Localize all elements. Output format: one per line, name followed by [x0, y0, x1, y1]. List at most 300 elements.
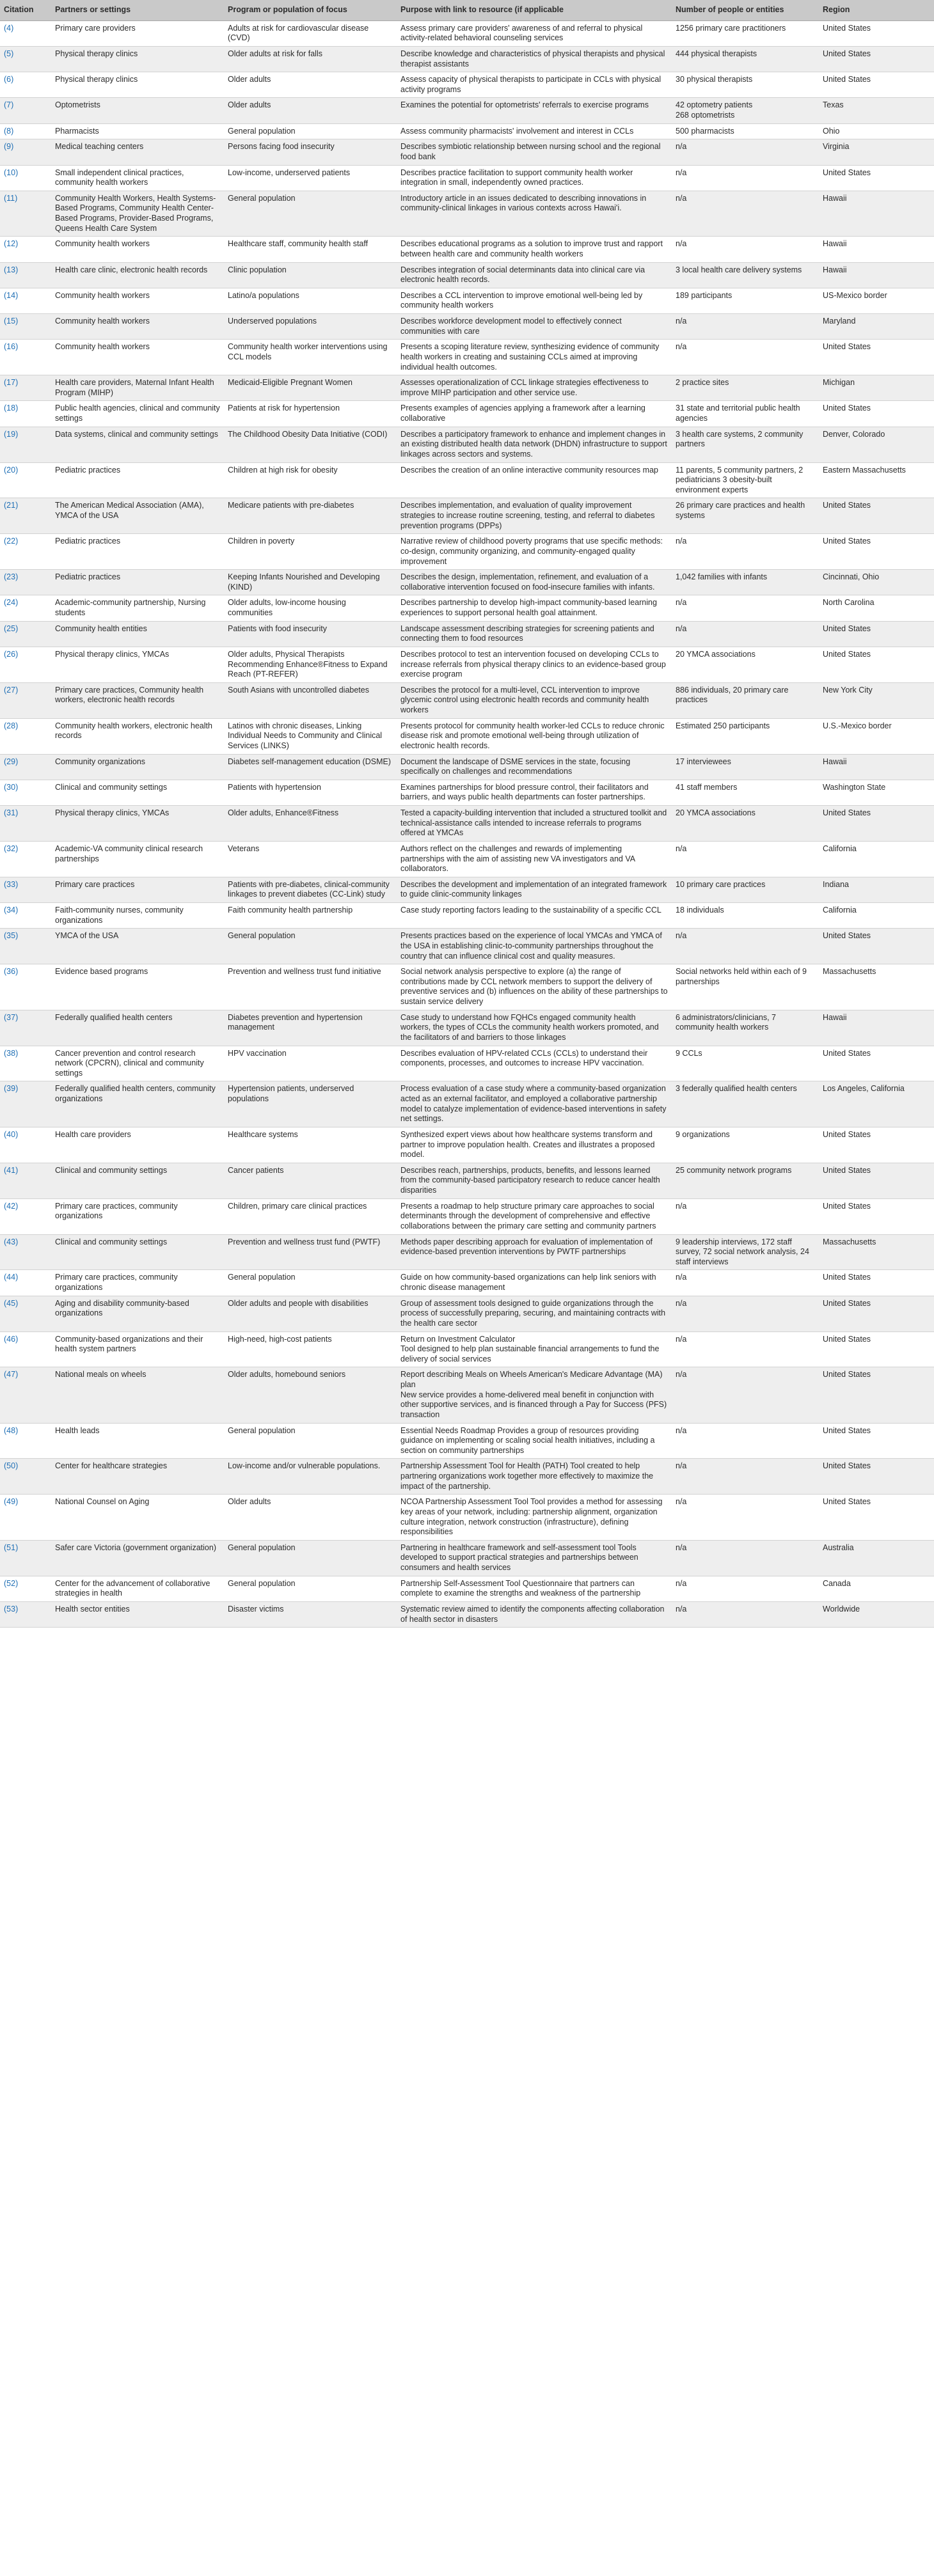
purpose-cell: Describes a participatory framework to enhance and implement changes in an existing distributed health data network (DHDN) infrastructure to support linkages across sectors and systems. — [397, 427, 672, 462]
number-cell: n/a — [672, 841, 819, 877]
number-cell: 17 interviewees — [672, 754, 819, 780]
citation-link[interactable]: (9) — [4, 142, 14, 152]
citation-cell[interactable] — [0, 123, 51, 139]
citation-link[interactable]: (13) — [4, 265, 19, 274]
citation-cell[interactable] — [0, 1010, 51, 1046]
table-row — [0, 1296, 934, 1331]
number-cell: 189 participants — [672, 288, 819, 313]
program-cell: Low-income and/or vulnerable populations. — [224, 1459, 397, 1495]
table-row — [0, 427, 934, 462]
partners-cell: Primary care practices, community organizations — [51, 1270, 224, 1296]
citation-link[interactable]: (26) — [4, 649, 19, 659]
number-cell: 3 federally qualified health centers — [672, 1081, 819, 1127]
citation-link[interactable]: (41) — [4, 1165, 19, 1175]
region-cell: United States — [819, 1495, 934, 1541]
citation-link[interactable]: (34) — [4, 906, 19, 915]
purpose-cell: Presents practices based on the experience of local YMCAs and YMCA of the USA in establishing clinic-to-community partnerships throughout the country that can influence clinical cost and quality measures. — [397, 929, 672, 964]
citation-link[interactable]: (24) — [4, 598, 19, 608]
citation-cell[interactable] — [0, 237, 51, 262]
citation-link[interactable]: (19) — [4, 429, 19, 439]
number-cell: n/a — [672, 1459, 819, 1495]
region-cell: North Carolina — [819, 595, 934, 621]
purpose-cell: Partnership Self-Assessment Tool Questionnaire that partners can complete to examine the strengths and weakness of the partnership — [397, 1576, 672, 1601]
header-number: Number of people or entities — [672, 0, 819, 20]
region-cell: Massachusetts — [819, 1234, 934, 1270]
number-cell: n/a — [672, 1331, 819, 1367]
region-cell: United States — [819, 340, 934, 375]
program-cell: Patients with hypertension — [224, 780, 397, 805]
citation-cell[interactable] — [0, 1367, 51, 1423]
region-cell: U.S.-Mexico border — [819, 718, 934, 754]
region-cell: Ohio — [819, 123, 934, 139]
region-cell: United States — [819, 621, 934, 647]
number-cell: 11 parents, 5 community partners, 2 pediatricians 3 obesity-built environment experts — [672, 462, 819, 498]
program-cell: General population — [224, 1270, 397, 1296]
citation-link[interactable]: (11) — [4, 193, 18, 203]
citation-cell[interactable] — [0, 754, 51, 780]
partners-cell: Health care providers — [51, 1127, 224, 1163]
citation-link[interactable]: (40) — [4, 1129, 19, 1139]
citation-link[interactable]: (53) — [4, 1604, 19, 1614]
program-cell: Older adults and people with disabilities — [224, 1296, 397, 1331]
purpose-cell: Describes implementation, and evaluation of quality improvement strategies to increase routine screening, testing, and referral to diabetes prevention programs (DPPs) — [397, 498, 672, 534]
header-program: Program or population of focus — [224, 0, 397, 20]
table-row — [0, 718, 934, 754]
citation-link[interactable]: (30) — [4, 782, 19, 792]
table-row — [0, 1540, 934, 1576]
citation-link[interactable]: (16) — [4, 342, 19, 352]
table-row — [0, 340, 934, 375]
citation-cell[interactable] — [0, 903, 51, 929]
purpose-cell: Describes symbiotic relationship between nursing school and the regional food bank — [397, 139, 672, 165]
citation-link[interactable]: (20) — [4, 465, 19, 475]
purpose-cell: Document the landscape of DSME services in the state, focusing specifically on challenges and recommendations — [397, 754, 672, 780]
citation-link[interactable]: (10) — [4, 168, 19, 177]
partners-cell: Evidence based programs — [51, 964, 224, 1010]
citation-link[interactable]: (38) — [4, 1048, 19, 1058]
region-cell: United States — [819, 1296, 934, 1331]
number-cell: n/a — [672, 191, 819, 237]
citation-cell[interactable] — [0, 20, 51, 46]
number-cell: 31 state and territorial public health agencies — [672, 401, 819, 427]
header-partners: Partners or settings — [51, 0, 224, 20]
citation-cell[interactable] — [0, 375, 51, 401]
table-row — [0, 1046, 934, 1081]
number-cell: 6 administrators/clinicians, 7 community health workers — [672, 1010, 819, 1046]
region-cell: Indiana — [819, 877, 934, 902]
region-cell: United States — [819, 1127, 934, 1163]
citation-cell[interactable] — [0, 401, 51, 427]
program-cell: Latinos with chronic diseases, Linking Individual Needs to Community and Clinical Services (LINKS) — [224, 718, 397, 754]
purpose-cell: Narrative review of childhood poverty programs that use specific methods: co-design, community organizing, and community-engaged quality improvement — [397, 534, 672, 570]
citation-link[interactable]: (37) — [4, 1012, 19, 1022]
citation-link[interactable]: (28) — [4, 721, 19, 730]
number-cell: Estimated 250 participants — [672, 718, 819, 754]
partners-cell: Data systems, clinical and community settings — [51, 427, 224, 462]
purpose-cell: Case study to understand how FQHCs engaged community health workers, the types of CCLs the community health workers promoted, and the facilitators of and barriers to those linkages — [397, 1010, 672, 1046]
citation-cell[interactable] — [0, 1459, 51, 1495]
region-cell: United States — [819, 46, 934, 72]
program-cell: Veterans — [224, 841, 397, 877]
citation-link[interactable]: (46) — [4, 1334, 19, 1344]
number-cell: n/a — [672, 1296, 819, 1331]
partners-cell: Pediatric practices — [51, 534, 224, 570]
partners-cell: Primary care practices, Community health workers, electronic health records — [51, 682, 224, 718]
citation-cell[interactable] — [0, 570, 51, 595]
partners-cell: Center for healthcare strategies — [51, 1459, 224, 1495]
citation-cell[interactable] — [0, 780, 51, 805]
purpose-cell: Methods paper describing approach for evaluation of implementation of evidence-based prevention interventions by PWTF partnerships — [397, 1234, 672, 1270]
table-row — [0, 929, 934, 964]
purpose-cell: Describes the protocol for a multi-level, CCL intervention to improve glycemic control using electronic health records and community health workers — [397, 682, 672, 718]
partners-cell: YMCA of the USA — [51, 929, 224, 964]
citation-cell[interactable] — [0, 1540, 51, 1576]
citation-link[interactable]: (31) — [4, 808, 19, 817]
partners-cell: Pharmacists — [51, 123, 224, 139]
purpose-cell: Describes workforce development model to effectively connect communities with care — [397, 314, 672, 340]
purpose-cell: Introductory article in an issues dedicated to describing innovations in community-clinical linkages in various contexts across Hawai'i. — [397, 191, 672, 237]
citation-cell[interactable] — [0, 1270, 51, 1296]
citation-link[interactable]: (32) — [4, 844, 19, 853]
header-citation: Citation — [0, 0, 51, 20]
citation-link[interactable]: (25) — [4, 624, 19, 633]
number-cell: n/a — [672, 139, 819, 165]
number-cell: n/a — [672, 165, 819, 191]
purpose-cell: Process evaluation of a case study where a community-based organization acted as an external facilitator, and employed a collaborative partnership model to catalyze implementation of evidence-based interventions in safety net settings. — [397, 1081, 672, 1127]
partners-cell: Primary care practices, community organizations — [51, 1198, 224, 1234]
partners-cell: Physical therapy clinics, YMCAs — [51, 647, 224, 682]
program-cell: General population — [224, 1576, 397, 1601]
citation-cell[interactable] — [0, 718, 51, 754]
number-cell: n/a — [672, 340, 819, 375]
partners-cell: Community health workers — [51, 237, 224, 262]
program-cell: General population — [224, 929, 397, 964]
citation-cell[interactable] — [0, 647, 51, 682]
citation-cell[interactable] — [0, 595, 51, 621]
citation-cell[interactable] — [0, 964, 51, 1010]
table-row — [0, 375, 934, 401]
table-row — [0, 841, 934, 877]
citation-cell[interactable] — [0, 165, 51, 191]
partners-cell: Community health workers — [51, 340, 224, 375]
citation-link[interactable]: (48) — [4, 1425, 19, 1435]
citation-link[interactable]: (17) — [4, 378, 19, 388]
citation-link[interactable]: (12) — [4, 239, 19, 249]
citation-cell[interactable] — [0, 1331, 51, 1367]
table-row — [0, 534, 934, 570]
partners-cell: Federally qualified health centers — [51, 1010, 224, 1046]
partners-cell: Faith-community nurses, community organizations — [51, 903, 224, 929]
number-cell: 20 YMCA associations — [672, 647, 819, 682]
number-cell: 18 individuals — [672, 903, 819, 929]
number-cell: n/a — [672, 621, 819, 647]
table-row — [0, 498, 934, 534]
citation-link[interactable]: (52) — [4, 1578, 19, 1588]
citation-cell[interactable] — [0, 262, 51, 288]
number-cell: n/a — [672, 1198, 819, 1234]
purpose-cell: Return on Investment Calculator Tool designed to help plan sustainable financial arrangements to fund the delivery of social services — [397, 1331, 672, 1367]
table-row — [0, 20, 934, 46]
program-cell: Diabetes self-management education (DSME) — [224, 754, 397, 780]
partners-cell: Primary care providers — [51, 20, 224, 46]
citation-cell[interactable] — [0, 1423, 51, 1459]
citation-link[interactable]: (23) — [4, 572, 19, 582]
program-cell: High-need, high-cost patients — [224, 1331, 397, 1367]
citation-link[interactable]: (47) — [4, 1370, 19, 1379]
partners-cell: Academic-VA community clinical research partnerships — [51, 841, 224, 877]
purpose-cell: Presents examples of agencies applying a framework after a learning collaborative — [397, 401, 672, 427]
program-cell: General population — [224, 123, 397, 139]
region-cell: United States — [819, 72, 934, 98]
citation-link[interactable]: (18) — [4, 404, 19, 413]
region-cell: Virginia — [819, 139, 934, 165]
partners-cell: Academic-community partnership, Nursing students — [51, 595, 224, 621]
program-cell: Older adults — [224, 1495, 397, 1541]
header-purpose: Purpose with link to resource (if applicable — [397, 0, 672, 20]
region-cell: US-Mexico border — [819, 288, 934, 313]
region-cell: Los Angeles, California — [819, 1081, 934, 1127]
citation-cell[interactable] — [0, 1198, 51, 1234]
citation-link[interactable]: (4) — [4, 23, 14, 33]
partners-cell: Health leads — [51, 1423, 224, 1459]
program-cell: Cancer patients — [224, 1163, 397, 1198]
purpose-cell: Case study reporting factors leading to the sustainability of a specific CCL — [397, 903, 672, 929]
citation-cell[interactable] — [0, 427, 51, 462]
region-cell: Hawaii — [819, 754, 934, 780]
number-cell: 30 physical therapists — [672, 72, 819, 98]
region-cell: Maryland — [819, 314, 934, 340]
citation-link[interactable]: (15) — [4, 317, 19, 326]
program-cell: Community health worker interventions using CCL models — [224, 340, 397, 375]
citation-cell[interactable] — [0, 806, 51, 842]
program-cell: Adults at risk for cardiovascular disease (CVD) — [224, 20, 397, 46]
number-cell: 1,042 families with infants — [672, 570, 819, 595]
number-cell: n/a — [672, 929, 819, 964]
partners-cell: Safer care Victoria (government organization) — [51, 1540, 224, 1576]
program-cell: General population — [224, 191, 397, 237]
citation-link[interactable]: (44) — [4, 1273, 19, 1282]
purpose-cell: Describes integration of social determinants data into clinical care via electronic health records. — [397, 262, 672, 288]
number-cell: 41 staff members — [672, 780, 819, 805]
region-cell: United States — [819, 1367, 934, 1423]
purpose-cell: Authors reflect on the challenges and rewards of implementing partnerships with the aim of assisting new VA investigators and VA collaborators. — [397, 841, 672, 877]
citation-cell[interactable] — [0, 1296, 51, 1331]
table-row — [0, 262, 934, 288]
number-cell: n/a — [672, 1576, 819, 1601]
purpose-cell: Synthesized expert views about how healthcare systems transform and partner to improve population health. Creates and illustrates a proposed model. — [397, 1127, 672, 1163]
table-row — [0, 191, 934, 237]
purpose-cell: Systematic review aimed to identify the components affecting collaboration of health sector in disasters — [397, 1601, 672, 1627]
purpose-cell: Assess capacity of physical therapists to participate in CCLs with physical activity programs — [397, 72, 672, 98]
partners-cell: Physical therapy clinics — [51, 46, 224, 72]
program-cell: Older adults, low-income housing communities — [224, 595, 397, 621]
table-row — [0, 647, 934, 682]
citation-cell[interactable] — [0, 1046, 51, 1081]
program-cell: Patients at risk for hypertension — [224, 401, 397, 427]
citation-cell[interactable] — [0, 1163, 51, 1198]
citation-link[interactable]: (50) — [4, 1461, 19, 1471]
table-row — [0, 314, 934, 340]
purpose-cell: Describes the design, implementation, refinement, and evaluation of a collaborative intervention focused on food-insecure families with infants. — [397, 570, 672, 595]
region-cell: United States — [819, 929, 934, 964]
number-cell: n/a — [672, 1270, 819, 1296]
citation-link[interactable]: (6) — [4, 75, 14, 84]
citation-cell[interactable] — [0, 314, 51, 340]
citation-link[interactable]: (5) — [4, 49, 14, 58]
region-cell: New York City — [819, 682, 934, 718]
citation-cell[interactable] — [0, 1601, 51, 1627]
partners-cell: Community health workers — [51, 288, 224, 313]
citation-cell[interactable] — [0, 462, 51, 498]
number-cell: 500 pharmacists — [672, 123, 819, 139]
citation-cell[interactable] — [0, 877, 51, 902]
region-cell: United States — [819, 20, 934, 46]
table-row — [0, 1423, 934, 1459]
citation-link[interactable]: (42) — [4, 1201, 19, 1211]
purpose-cell: Describes partnership to develop high-impact community-based learning experiences to support personal health goal attainment. — [397, 595, 672, 621]
citation-cell[interactable] — [0, 1081, 51, 1127]
partners-cell: Aging and disability community-based organizations — [51, 1296, 224, 1331]
citation-link[interactable]: (49) — [4, 1497, 19, 1507]
table-row — [0, 1198, 934, 1234]
citation-link[interactable]: (8) — [4, 126, 14, 136]
purpose-cell: Examines partnerships for blood pressure control, their facilitators and barriers, and ways public health departments can foster partnerships. — [397, 780, 672, 805]
number-cell: n/a — [672, 314, 819, 340]
citation-link[interactable]: (39) — [4, 1084, 19, 1094]
citation-cell[interactable] — [0, 621, 51, 647]
purpose-cell: Social network analysis perspective to explore (a) the range of contributions made by CCL network members to support the delivery of preventive services and (b) influences on the ability of these partnerships to sustain service delivery — [397, 964, 672, 1010]
program-cell: South Asians with uncontrolled diabetes — [224, 682, 397, 718]
citation-cell[interactable] — [0, 191, 51, 237]
citation-link[interactable]: (36) — [4, 967, 19, 977]
citation-cell[interactable] — [0, 1234, 51, 1270]
citation-link[interactable]: (27) — [4, 685, 19, 695]
citation-cell[interactable] — [0, 288, 51, 313]
program-cell: Children at high risk for obesity — [224, 462, 397, 498]
citation-link[interactable]: (21) — [4, 501, 19, 510]
purpose-cell: Tested a capacity-building intervention that included a structured toolkit and technical-assistance calls intended to increase referrals to programs offered at YMCAs — [397, 806, 672, 842]
citation-cell[interactable] — [0, 72, 51, 98]
partners-cell: Optometrists — [51, 98, 224, 123]
table-row — [0, 1127, 934, 1163]
citation-cell[interactable] — [0, 841, 51, 877]
table-row — [0, 1367, 934, 1423]
number-cell: 886 individuals, 20 primary care practices — [672, 682, 819, 718]
number-cell: 3 health care systems, 2 community partners — [672, 427, 819, 462]
partners-cell: Clinical and community settings — [51, 1163, 224, 1198]
citation-link[interactable]: (51) — [4, 1543, 19, 1552]
citation-cell[interactable] — [0, 534, 51, 570]
region-cell: Canada — [819, 1576, 934, 1601]
table-row — [0, 1576, 934, 1601]
citation-cell[interactable] — [0, 46, 51, 72]
partners-cell: Community organizations — [51, 754, 224, 780]
partners-cell: Physical therapy clinics, YMCAs — [51, 806, 224, 842]
table-row — [0, 1495, 934, 1541]
number-cell: 3 local health care delivery systems — [672, 262, 819, 288]
number-cell: n/a — [672, 237, 819, 262]
table-row — [0, 1234, 934, 1270]
program-cell: Older adults, homebound seniors — [224, 1367, 397, 1423]
citation-link[interactable]: (35) — [4, 931, 19, 941]
partners-cell: Public health agencies, clinical and community settings — [51, 401, 224, 427]
region-cell: Worldwide — [819, 1601, 934, 1627]
partners-cell: Health care clinic, electronic health records — [51, 262, 224, 288]
citation-cell[interactable] — [0, 139, 51, 165]
region-cell: United States — [819, 1270, 934, 1296]
purpose-cell: Assesses operationalization of CCL linkage strategies effectiveness to improve MIHP participation and other service use. — [397, 375, 672, 401]
table-header-row — [0, 0, 934, 20]
program-cell: Older adults, Enhance®Fitness — [224, 806, 397, 842]
citation-link[interactable]: (14) — [4, 290, 19, 300]
number-cell: 42 optometry patients 268 optometrists — [672, 98, 819, 123]
number-cell: 10 primary care practices — [672, 877, 819, 902]
number-cell: n/a — [672, 1540, 819, 1576]
program-cell: Patients with pre-diabetes, clinical-community linkages to prevent diabetes (CC-Link) study — [224, 877, 397, 902]
citation-cell[interactable] — [0, 929, 51, 964]
region-cell: Denver, Colorado — [819, 427, 934, 462]
purpose-cell: Describes the creation of an online interactive community resources map — [397, 462, 672, 498]
table-row — [0, 964, 934, 1010]
program-cell: Older adults at risk for falls — [224, 46, 397, 72]
citation-link[interactable]: (43) — [4, 1237, 19, 1246]
number-cell: 2 practice sites — [672, 375, 819, 401]
table-row — [0, 806, 934, 842]
purpose-cell: Assess primary care providers' awareness of and referral to physical activity-related behavioral counseling services — [397, 20, 672, 46]
program-cell: Prevention and wellness trust fund initiative — [224, 964, 397, 1010]
partners-cell: Primary care practices — [51, 877, 224, 902]
citation-link[interactable]: (22) — [4, 537, 19, 546]
purpose-cell: Essential Needs Roadmap Provides a group of resources providing guidance on implementing or scaling social health initiatives, including a section on community partnerships — [397, 1423, 672, 1459]
program-cell: Medicare patients with pre-diabetes — [224, 498, 397, 534]
citation-link[interactable]: (45) — [4, 1298, 19, 1308]
region-cell: Eastern Massachusetts — [819, 462, 934, 498]
partners-cell: Community health entities — [51, 621, 224, 647]
program-cell: General population — [224, 1540, 397, 1576]
program-cell: Hypertension patients, underserved populations — [224, 1081, 397, 1127]
partners-cell: Federally qualified health centers, community organizations — [51, 1081, 224, 1127]
program-cell: Children, primary care clinical practices — [224, 1198, 397, 1234]
partners-cell: Pediatric practices — [51, 570, 224, 595]
program-cell: Disaster victims — [224, 1601, 397, 1627]
table-row — [0, 621, 934, 647]
purpose-cell: Report describing Meals on Wheels American's Medicare Advantage (MA) plan New service provides a home-delivered meal benefit in conjunction with other supportive services, and is financed through a Pay for Success (PFS) transaction — [397, 1367, 672, 1423]
program-cell: The Childhood Obesity Data Initiative (CODI) — [224, 427, 397, 462]
purpose-cell: Describes a CCL intervention to improve emotional well-being led by community health workers — [397, 288, 672, 313]
citation-cell[interactable] — [0, 340, 51, 375]
partners-cell: Health care providers, Maternal Infant Health Program (MIHP) — [51, 375, 224, 401]
program-cell: Clinic population — [224, 262, 397, 288]
purpose-cell: Guide on how community-based organizations can help link seniors with chronic disease management — [397, 1270, 672, 1296]
citation-link[interactable]: (29) — [4, 757, 19, 766]
region-cell: Hawaii — [819, 237, 934, 262]
citation-cell[interactable] — [0, 1127, 51, 1163]
purpose-cell: Examines the potential for optometrists' referrals to exercise programs — [397, 98, 672, 123]
table-row — [0, 754, 934, 780]
program-cell: Prevention and wellness trust fund (PWTF) — [224, 1234, 397, 1270]
citation-cell[interactable] — [0, 498, 51, 534]
citation-link[interactable]: (33) — [4, 879, 19, 889]
citation-link[interactable]: (7) — [4, 100, 14, 110]
citation-cell[interactable] — [0, 682, 51, 718]
program-cell: Diabetes prevention and hypertension management — [224, 1010, 397, 1046]
region-cell: Texas — [819, 98, 934, 123]
partners-cell: Clinical and community settings — [51, 1234, 224, 1270]
citation-cell[interactable] — [0, 98, 51, 123]
citation-cell[interactable] — [0, 1495, 51, 1541]
citation-cell[interactable] — [0, 1576, 51, 1601]
table-row — [0, 1010, 934, 1046]
